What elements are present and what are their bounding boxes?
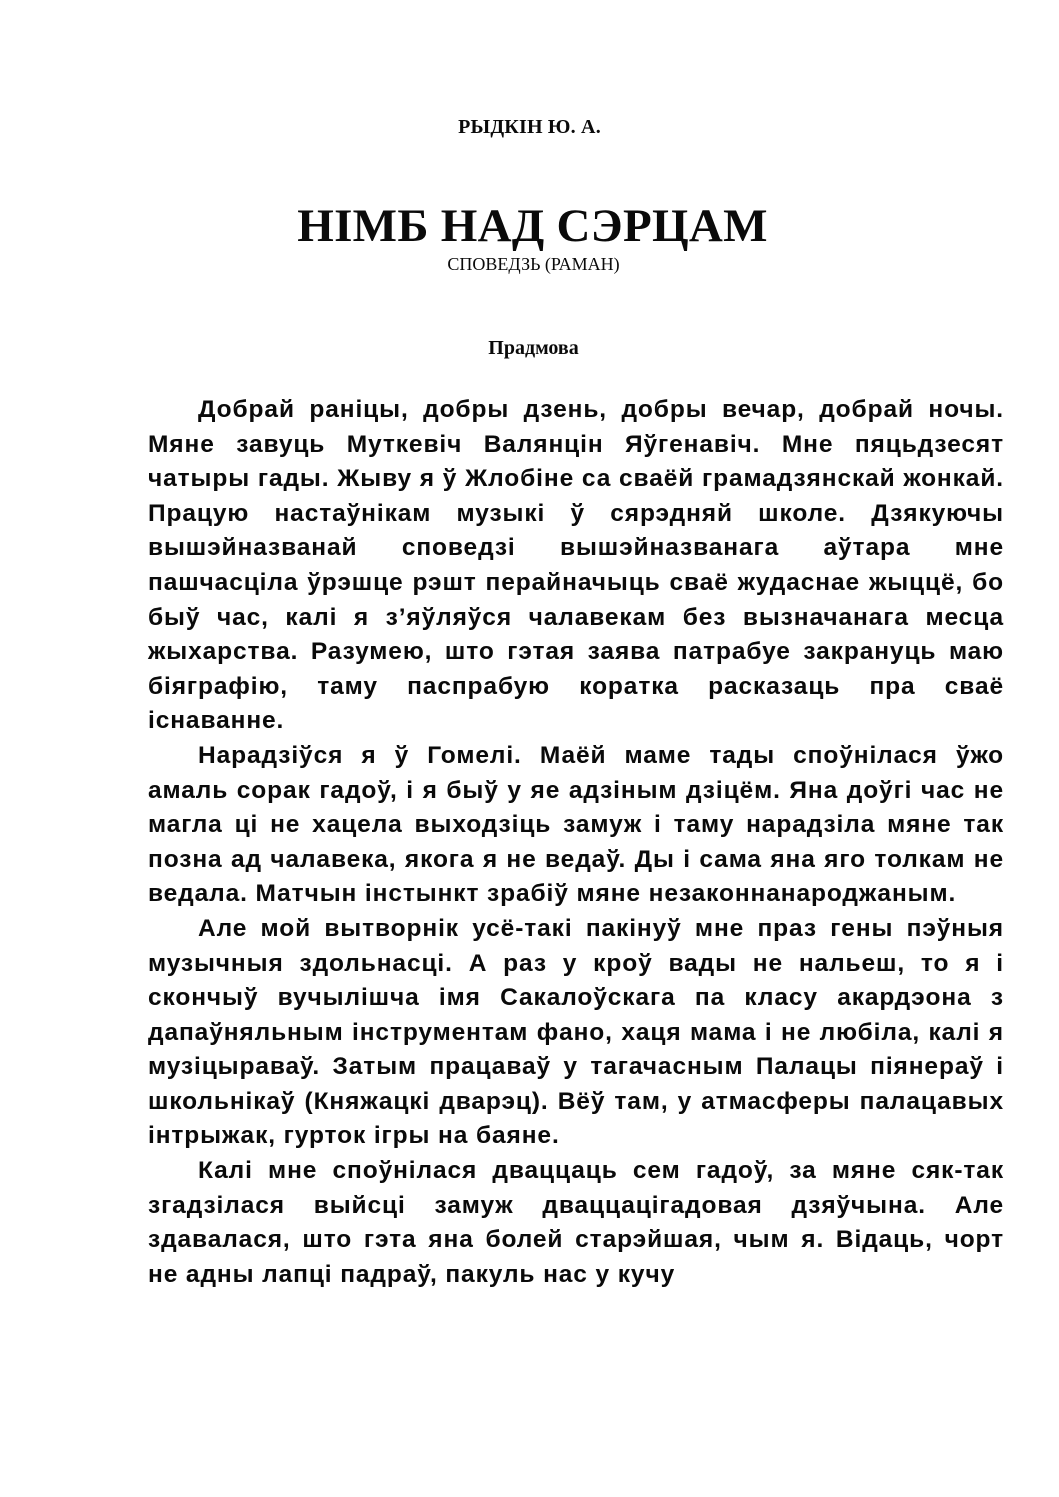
paragraph: Калі мне споўнілася дваццаць сем гадоў, за мяне сяк-так згадзілася выйсці замуж дваццацігадовая дзяўчына. Але здавалася, што гэта яна болей старэйшая, чым я. Відаць, чорт не адны лапці падраў, пакуль нас у кучу bbox=[148, 1157, 1004, 1288]
paragraph: Добрай раніцы, добры дзень, добры вечар, добрай ночы. Мяне завуць Муткевіч Валянцін Яўгенавіч. Мне пяцьдзесят чатыры гады. Жыву я ў Жлобіне са сваёй грамадзянскай жонкай. Працую настаўнікам музыкі ў сярэдняй школе. Дзякуючы вышэйназванай споведзі вышэйназванага аўтара мне пашчасціла ўрэшце рэшт перайначыць сваё жудаснае жыццё, бо быў час, калі я з’яўляўся чалавекам без вызначанага месца жыхарства. Разумею, што гэтая заява патрабуе закрануць маю біяграфію, таму паспрабую коратка расказаць пра сваё існаванне. bbox=[148, 396, 1004, 735]
document-subtitle: СПОВЕДЗЬ (РАМАН) bbox=[447, 254, 620, 274]
document-title: НІМБ НАД СЭРЦАМ bbox=[297, 200, 768, 252]
body-text bbox=[148, 393, 1004, 1292]
paragraph: Нарадзіўся я ў Гомелі. Маёй маме тады споўнілася ўжо амаль сорак гадоў, і я быў у яе адзіным дзіцём. Яна доўгі час не магла ці не хацела выходзіць замуж і таму нарадзіла мяне так позна ад чалавека, якога я не ведаў. Ды і сама яна яго толкам не ведала. Матчын інстынкт зрабіў мяне незаконнанароджаным. bbox=[148, 741, 1004, 908]
section-heading: Прадмова bbox=[488, 337, 579, 359]
author-name: РЫДКІН Ю. А. bbox=[458, 116, 601, 138]
paragraph: Але мой вытворнік усё-такі пакінуў мне праз гены пэўныя музычныя здольнасці. А раз у кроў вады не нальеш, то я і скончыў вучылішча імя Сакалоўскага па класу акардэона з дапаўняльным інструментам фано, хаця мама і не любіла, калі я музіцыраваў. Затым працаваў у тагачасным Палацы піянераў і школьнікаў (Княжацкі дварэц). Вёў там, у атмасферы палацавых інтрыжак, гурток ігры на баяне. bbox=[148, 914, 1004, 1150]
